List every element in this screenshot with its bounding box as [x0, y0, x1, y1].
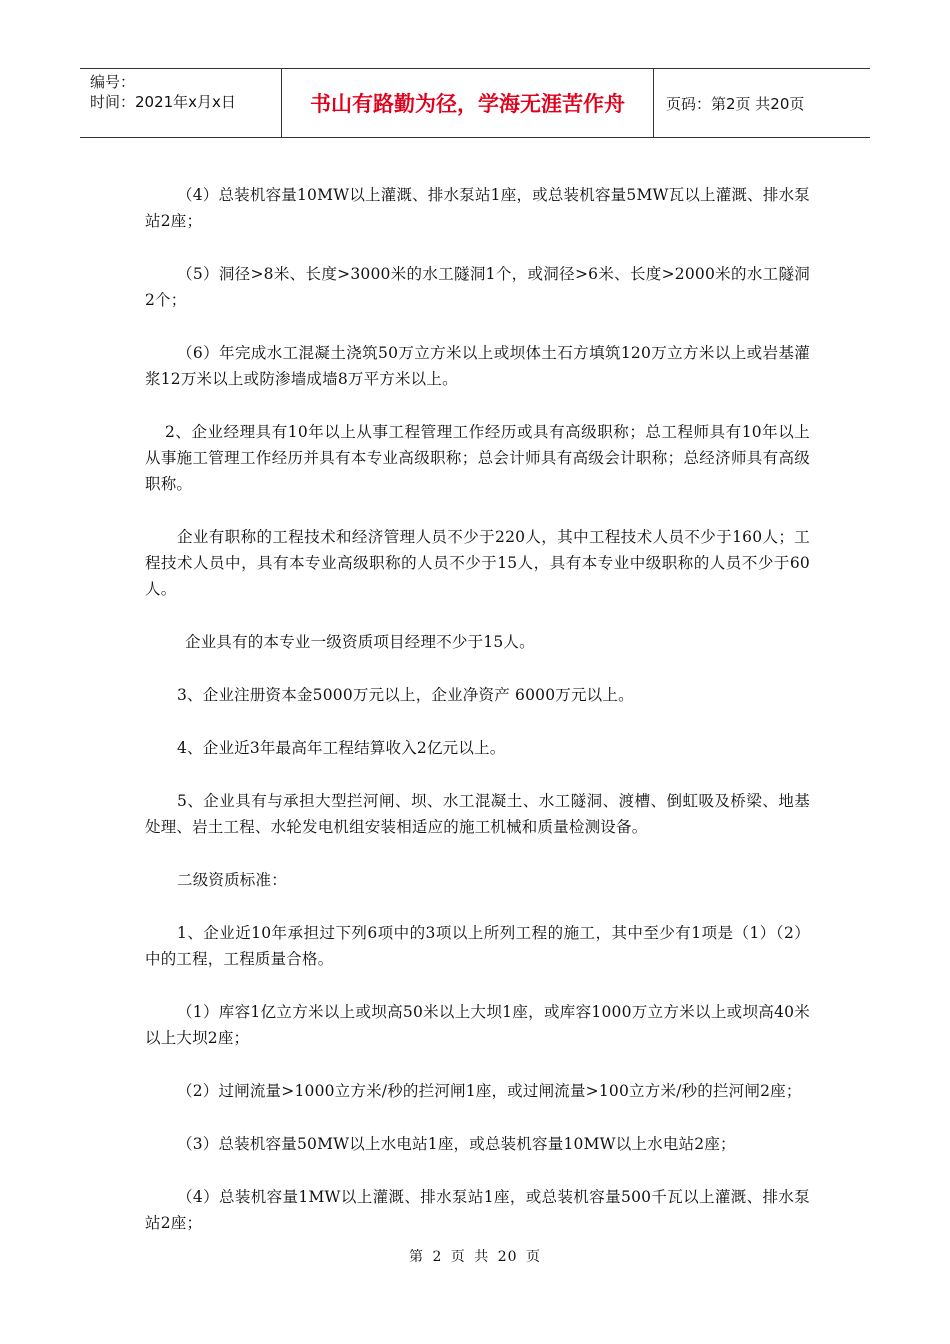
paragraph: （1）库容1亿立方米以上或坝高50米以上大坝1座，或库容1000万立方米以上或坝高40米以上大坝2座；: [145, 1003, 810, 1047]
paragraph: （5）洞径>8米、长度>3000米的水工隧洞1个，或洞径>6米、长度>2000米的水工隧洞2个；: [145, 265, 810, 309]
document-body: [145, 182, 810, 1236]
header-page-info: 页码：第2页 共20页: [666, 94, 805, 113]
paragraph: （4）总装机容量10MW以上灌溉、排水泵站1座，或总装机容量5MW瓦以上灌溉、排水泵站2座；: [145, 186, 810, 230]
paragraph: （3）总装机容量50MW以上水电站1座，或总装机容量10MW以上水电站2座；: [177, 1135, 736, 1153]
document-date: 时间：2021年x月x日: [90, 93, 236, 111]
paragraph: 5、企业具有与承担大型拦河闸、坝、水工混凝土、水工隧洞、渡槽、倒虹吸及桥梁、地基处理、岩土工程、水轮发电机组安装相适应的施工机械和质量检测设备。: [145, 792, 810, 836]
paragraph: （2）过闸流量>1000立方米/秒的拦河闸1座，或过闸流量>100立方米/秒的拦河闸2座；: [177, 1082, 802, 1100]
paragraph: （4）总装机容量1MW以上灌溉、排水泵站1座，或总装机容量500千瓦以上灌溉、排水泵站2座；: [145, 1188, 810, 1232]
page-header: [80, 68, 870, 138]
document-number: 编号：: [90, 73, 136, 91]
section-heading: 二级资质标准：: [177, 871, 287, 889]
paragraph: 3、企业注册资本金5000万元以上，企业净资产 6000万元以上。: [177, 686, 634, 704]
header-motto: 书山有路勤为径，学海无涯苦作舟: [282, 69, 654, 137]
paragraph: 企业有职称的工程技术和经济管理人员不少于220人，其中工程技术人员不少于160人；工程技术人员中，具有本专业高级职称的人员不少于15人，具有本专业中级职称的人员不少于60人。: [145, 528, 810, 598]
paragraph: 1、企业近10年承担过下列6项中的3项以上所列工程的施工，其中至少有1项是（1）（2）中的工程，工程质量合格。: [145, 924, 810, 968]
paragraph: 4、企业近3年最高年工程结算收入2亿元以上。: [177, 739, 506, 757]
header-meta: [80, 69, 282, 137]
page-footer: 第 2 页 共 20 页: [409, 1249, 541, 1265]
paragraph: 企业具有的本专业一级资质项目经理不少于15人。: [185, 633, 535, 651]
paragraph: 2、企业经理具有10年以上从事工程管理工作经历或具有高级职称；总工程师具有10年以上从事施工管理工作经历并具有本专业高级职称；总会计师具有高级会计职称；总经济师具有高级职称。: [145, 423, 810, 493]
paragraph: （6）年完成水工混凝土浇筑50万立方米以上或坝体土石方填筑120万立方米以上或岩基灌浆12万米以上或防渗墙成墙8万平方米以上。: [145, 344, 810, 388]
